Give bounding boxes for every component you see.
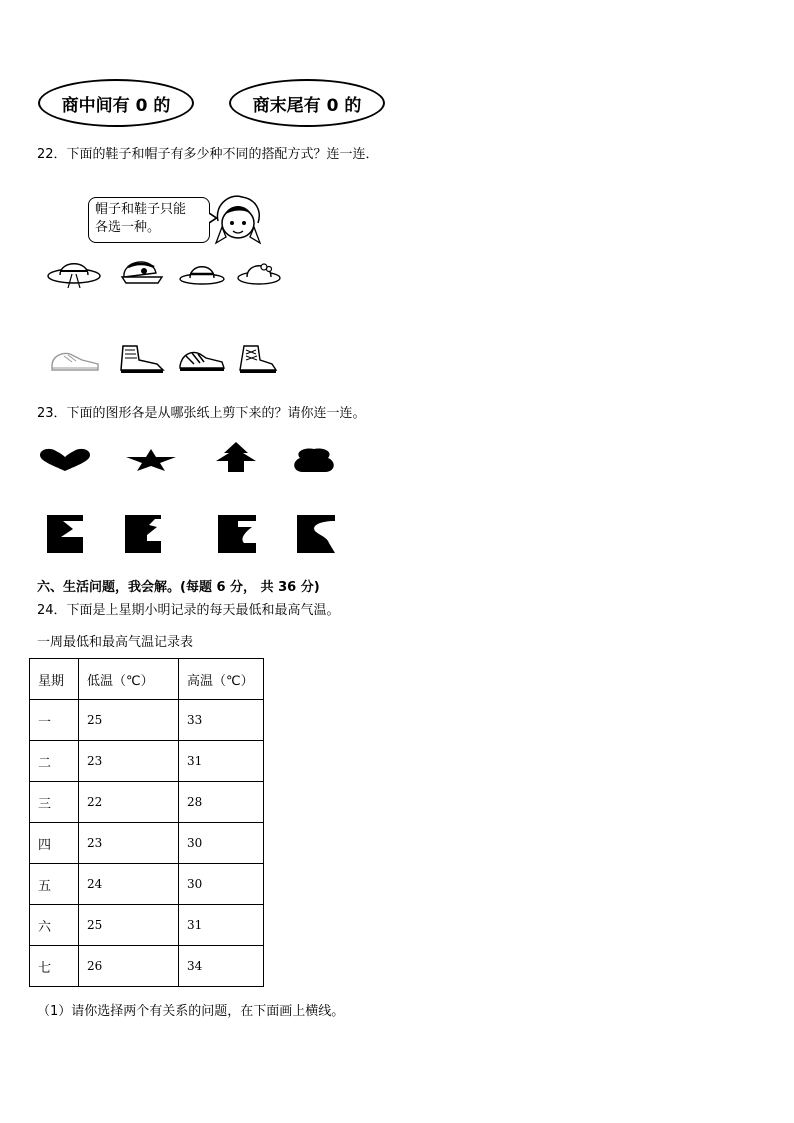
cell-low: 25 bbox=[79, 700, 179, 741]
bubble-line-1: 帽子和鞋子只能 bbox=[95, 202, 187, 217]
cell-low: 22 bbox=[79, 782, 179, 823]
cell-low: 23 bbox=[79, 741, 179, 782]
question-22: 22．下面的鞋子和帽子有多少种不同的搭配方式？连一连． bbox=[37, 147, 379, 162]
boot-icon bbox=[117, 342, 167, 376]
table-row bbox=[30, 864, 264, 905]
oval-text-middle-zero: 商中间有 0 的 bbox=[61, 95, 171, 116]
question-24-part-1: （1）请你选择两个有关系的问题，在下面画上横线。 bbox=[37, 1004, 345, 1019]
cell-high: 31 bbox=[179, 741, 264, 782]
sneaker-icon bbox=[48, 346, 102, 374]
oval-label-end-zero bbox=[229, 79, 385, 127]
heart-shape-icon bbox=[38, 447, 92, 473]
table-row bbox=[30, 782, 264, 823]
wide-brim-hat-icon bbox=[46, 252, 102, 292]
cut-paper-4-icon bbox=[297, 515, 335, 553]
cell-high: 31 bbox=[179, 905, 264, 946]
girl-face-icon bbox=[212, 193, 264, 249]
temperature-table bbox=[29, 658, 264, 987]
cell-low: 25 bbox=[79, 905, 179, 946]
header-weekday: 星期 bbox=[30, 659, 79, 700]
table-row bbox=[30, 905, 264, 946]
bubble-line-2: 各选一种。 bbox=[95, 220, 161, 235]
arrow-shape-icon bbox=[208, 441, 264, 473]
cell-high: 34 bbox=[179, 946, 264, 987]
table-row bbox=[30, 700, 264, 741]
cell-high: 28 bbox=[179, 782, 264, 823]
lace-boot-icon bbox=[236, 342, 280, 376]
cell-weekday: 三 bbox=[30, 782, 79, 823]
table-header-row bbox=[30, 659, 264, 700]
table-row bbox=[30, 946, 264, 987]
oval-text-end-zero: 商末尾有 0 的 bbox=[252, 95, 362, 116]
header-high: 高温（℃） bbox=[179, 659, 264, 700]
question-23: 23．下面的图形各是从哪张纸上剪下来的？请你连一连。 bbox=[37, 406, 366, 421]
cell-low: 23 bbox=[79, 823, 179, 864]
cell-weekday: 一 bbox=[30, 700, 79, 741]
cell-low: 26 bbox=[79, 946, 179, 987]
cap-icon bbox=[118, 253, 164, 289]
table-title: 一周最低和最高气温记录表 bbox=[37, 635, 194, 650]
section-6-heading: 六、生活问题，我会解。(每题 6 分， 共 36 分) bbox=[37, 580, 320, 595]
table-row bbox=[30, 823, 264, 864]
cell-low: 24 bbox=[79, 864, 179, 905]
speech-bubble bbox=[88, 197, 210, 243]
cut-paper-1-icon bbox=[47, 515, 83, 553]
sandal-icon bbox=[176, 344, 228, 374]
header-low: 低温（℃） bbox=[79, 659, 179, 700]
cell-weekday: 六 bbox=[30, 905, 79, 946]
cell-weekday: 五 bbox=[30, 864, 79, 905]
fedora-icon bbox=[178, 257, 226, 287]
question-24: 24．下面是上星期小明记录的每天最低和最高气温。 bbox=[37, 603, 340, 618]
cell-high: 30 bbox=[179, 823, 264, 864]
flower-hat-icon bbox=[236, 254, 282, 288]
cut-paper-3-icon bbox=[218, 515, 256, 553]
star-shape-icon bbox=[125, 448, 177, 472]
cloud-shape-icon bbox=[290, 447, 338, 473]
cell-high: 30 bbox=[179, 864, 264, 905]
oval-label-middle-zero bbox=[38, 79, 194, 127]
cut-paper-2-icon bbox=[125, 515, 161, 553]
cell-weekday: 七 bbox=[30, 946, 79, 987]
table-row bbox=[30, 741, 264, 782]
cell-weekday: 四 bbox=[30, 823, 79, 864]
cell-weekday: 二 bbox=[30, 741, 79, 782]
cell-high: 33 bbox=[179, 700, 264, 741]
